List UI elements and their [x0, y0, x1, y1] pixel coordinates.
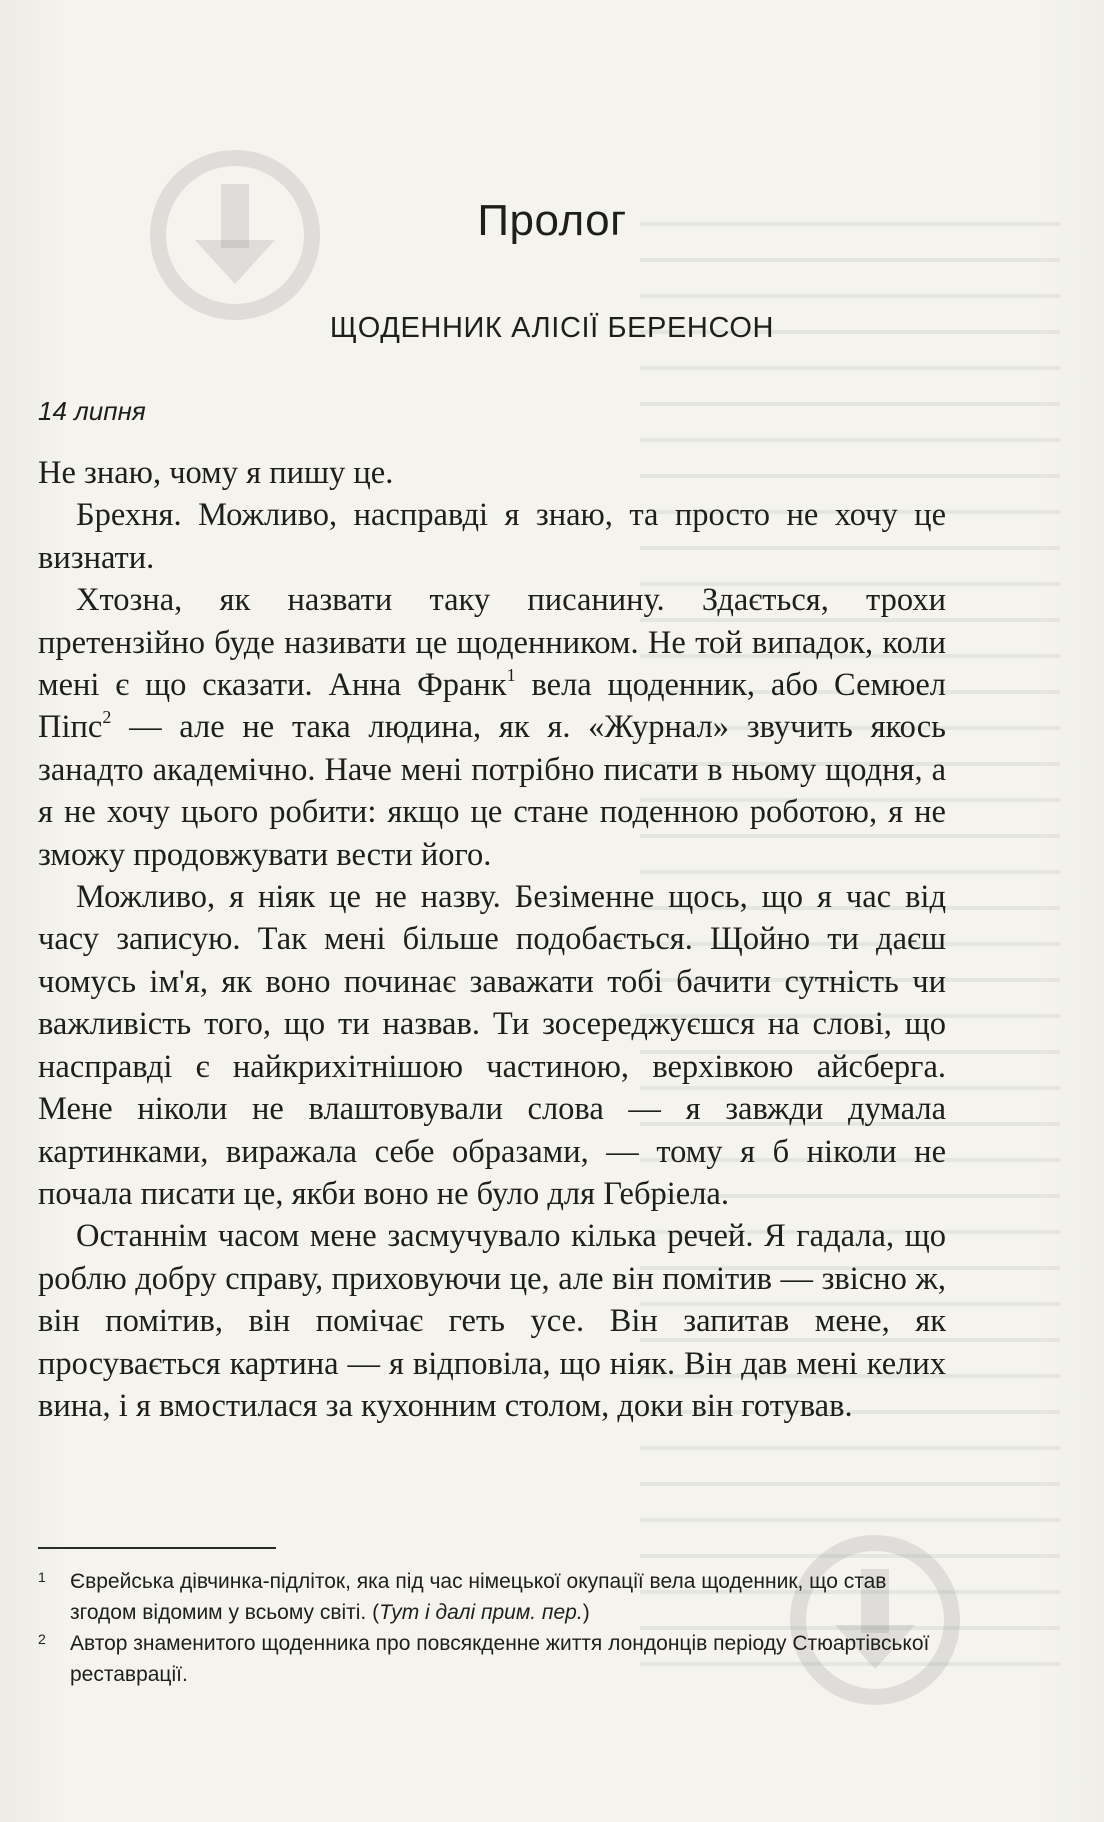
paragraph	[38, 579, 946, 876]
paragraph: Останнім часом мене засмучувало кілька речей. Я гадала, що роблю добру справу, приховуючи це, але він помітив — звісно ж, він помітив, він помічає геть усе. Він запитав мене, як просувається картина — я відповіла, що ніяк. Він дав мені келих вина, і я вмостилася за кухонним столом, доки він готував.	[38, 1218, 946, 1424]
body-text	[38, 452, 946, 1427]
paragraph-text: вела щоденник, або Семюел Піпс	[38, 667, 946, 746]
footnote-divider	[38, 1547, 276, 1549]
watermark-arrow-head	[195, 240, 275, 284]
footnotes	[38, 1566, 946, 1690]
footnote-text: Єврейська дівчинка-підліток, яка під час німецької окупації вела щоденник, що став згодом відомим у всьому світі. (	[70, 1570, 887, 1624]
diary-date: 14 липня	[38, 396, 146, 426]
paragraph: Брехня. Можливо, насправді я знаю, та просто не хочу це визнати.	[38, 497, 946, 576]
footnote-editor-note: Тут і далі прим. пер.	[379, 1601, 583, 1624]
paragraph: Не знаю, чому я пишу це.	[38, 455, 394, 491]
chapter-title: Пролог	[477, 196, 627, 245]
footnote-close: )	[582, 1601, 590, 1624]
footnote	[38, 1628, 946, 1690]
paragraph-text: — але не така людина, як я. «Журнал» звучить якось занадто академічно. Наче мені потрібно писати в ньому щодня, а я не хочу цього робити: якщо це стане поденною роботою, я не зможу продовжувати вести його.	[38, 709, 946, 873]
chapter-subtitle: ЩОДЕННИК АЛІСІЇ БЕРЕНСОН	[329, 312, 775, 344]
paragraph: Можливо, я ніяк це не назву. Безіменне щось, що я час від часу записую. Так мені більше подобається. Щойно ти даєш чомусь ім'я, як воно починає заважати тобі бачити сутність чи важливість того, що ти назвав. Ти зосереджуєшся на слові, що насправді є найкрихітнішою частиною, верхівкою айсберга. Мене ніколи не влаштовували слова — я завжди думала картинками, виражала себе образами, — тому я б ніколи не почала писати це, якби воно не було для Гебріела.	[38, 879, 946, 1212]
footnote	[38, 1566, 946, 1628]
footnote-ref[interactable]: 2	[102, 707, 112, 728]
footnote-number: 1	[38, 1569, 46, 1585]
paragraph-text: Хтозна, як назвати таку писанину. Здається, трохи претензійно буде називати це щоденником. Не той випадок, коли мені є що сказати. Анна Франк	[38, 582, 946, 704]
footnote-text: Автор знаменитого щоденника про повсякденне життя лондонців періоду Стюартівської реставрації.	[70, 1632, 930, 1686]
footnote-ref[interactable]: 1	[506, 665, 516, 686]
footnote-number: 2	[38, 1631, 46, 1647]
